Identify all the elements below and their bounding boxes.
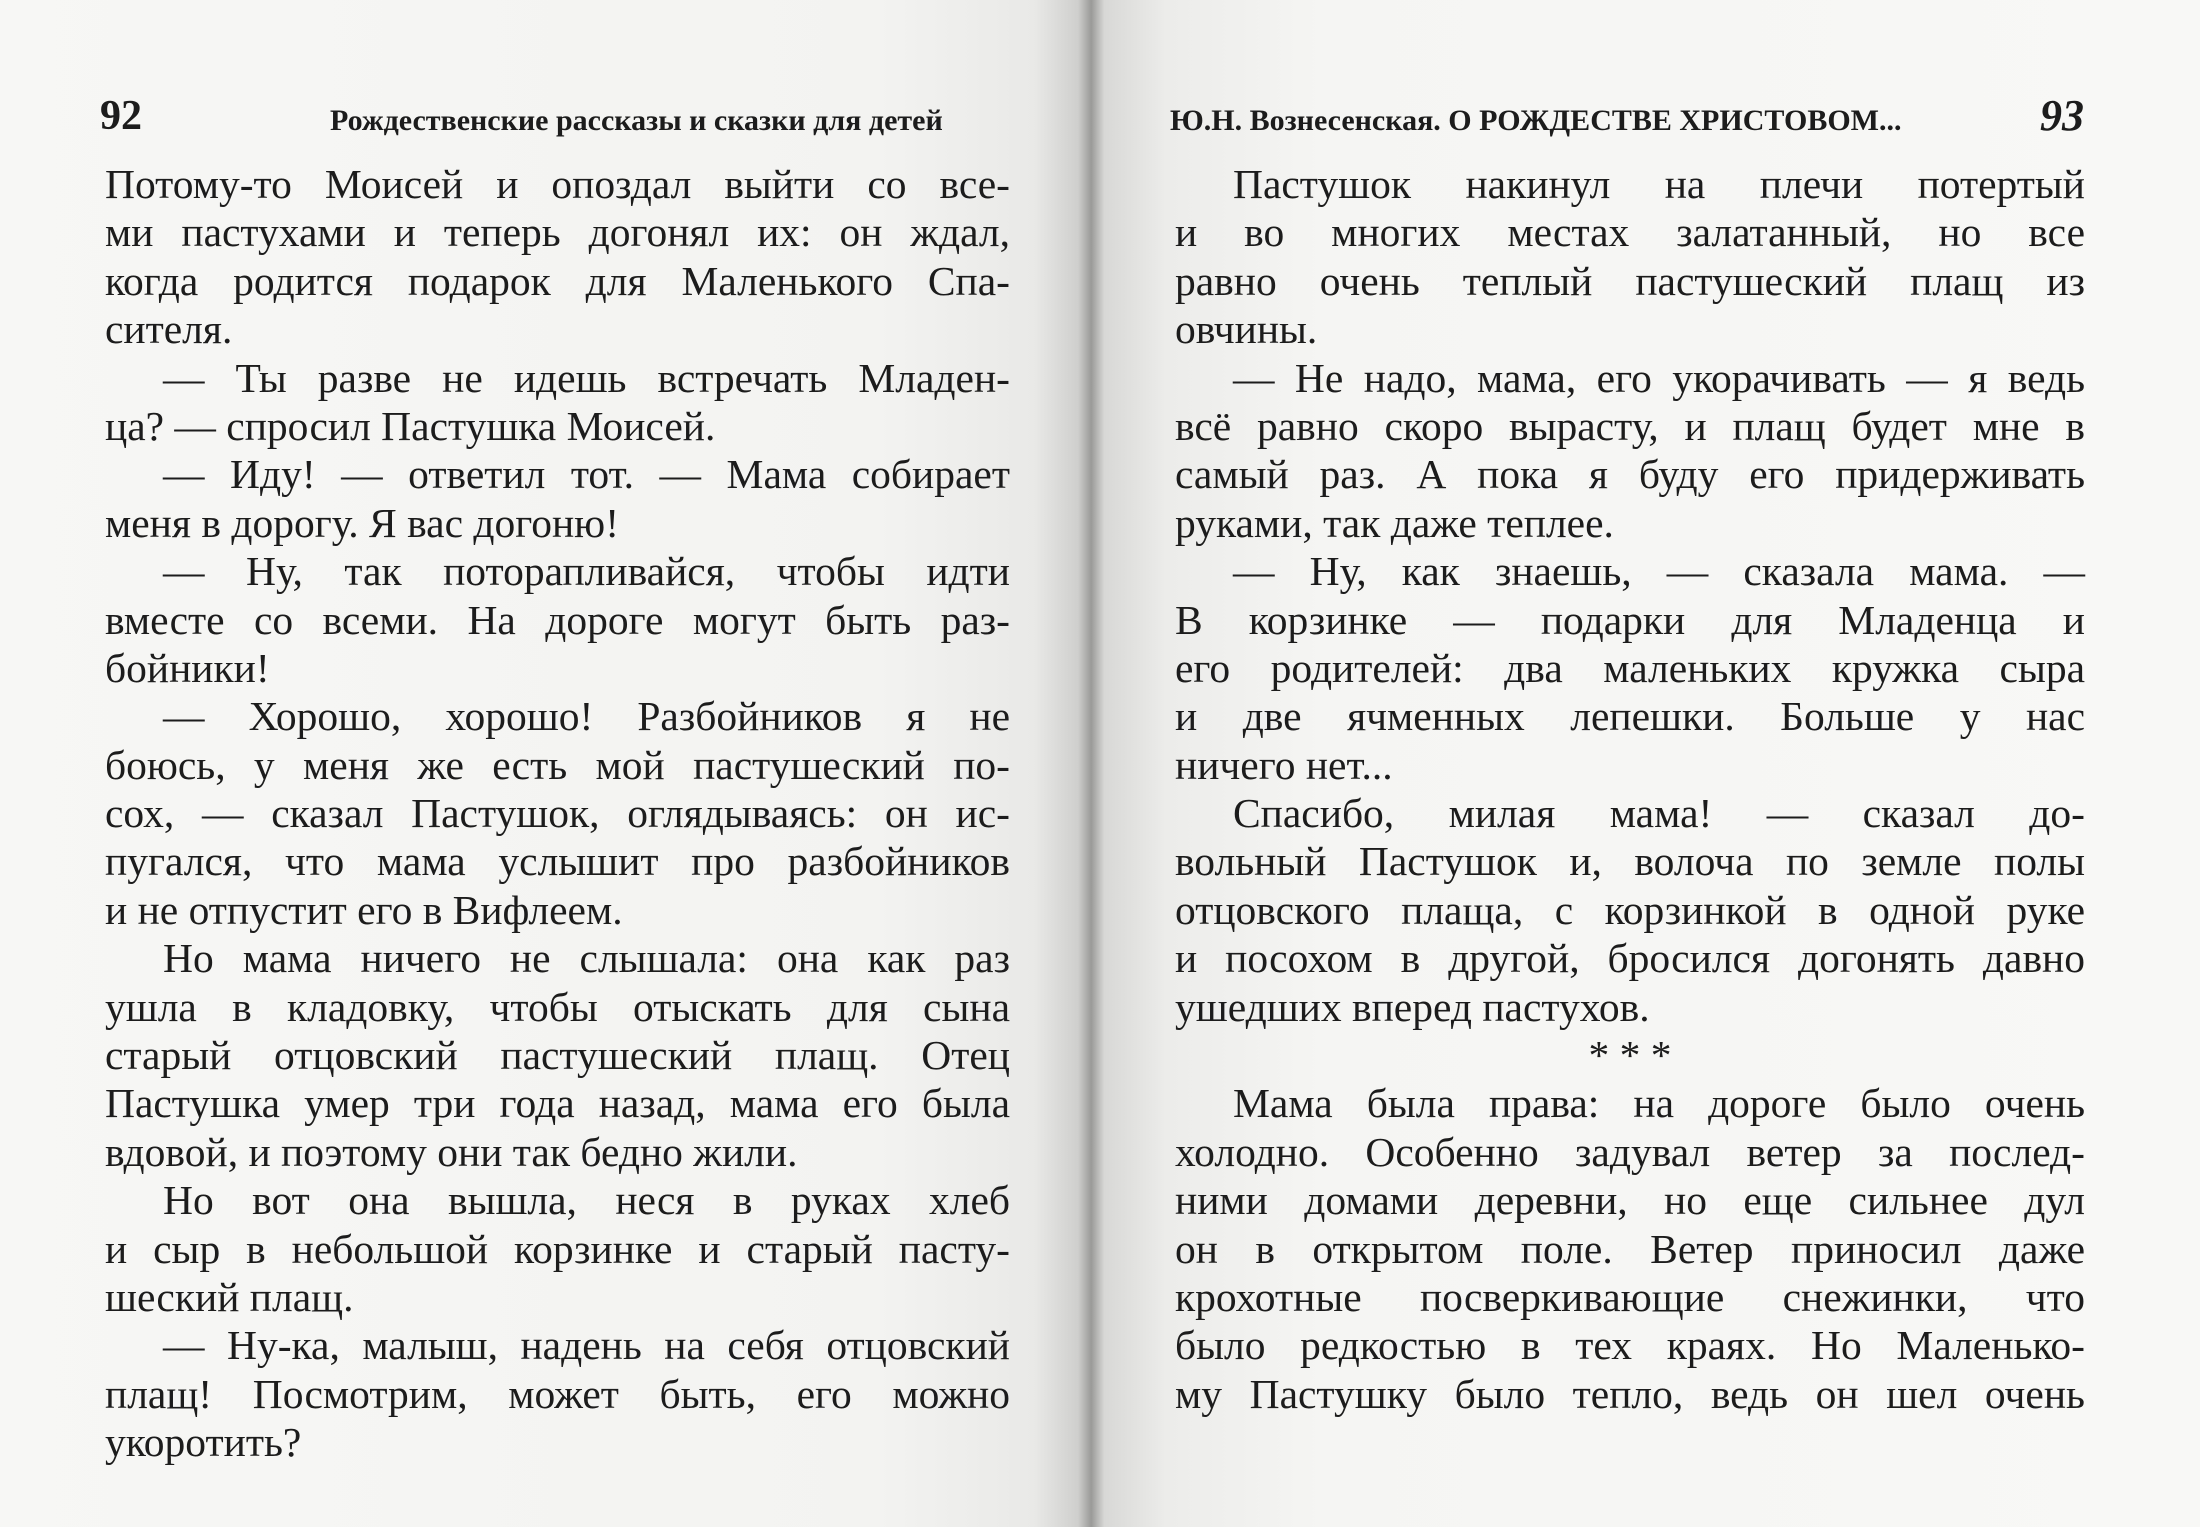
running-title: Ю.Н. Вознесенская. О РОЖДЕСТВЕ ХРИСТОВОМ... <box>1170 104 1902 137</box>
text-line: укоротить? <box>105 1419 302 1466</box>
section-divider: * * * <box>1588 1032 1672 1079</box>
text-line: ними домами деревни, но еще сильнее дул <box>1175 1177 2085 1224</box>
text-line: меня в дорогу. Я вас догоню! <box>105 499 620 546</box>
text-line: вдовой, и поэтому они так бедно жили. <box>105 1128 798 1175</box>
page-text <box>105 160 1010 1467</box>
text-line: — Не надо, мама, его укорачивать — я ведь <box>1233 354 2085 401</box>
text-line: и две ячменных лепешки. Больше у нас <box>1175 693 2085 740</box>
text-line: — Ну, как знаешь, — сказала мама. — <box>1233 548 2085 595</box>
text-line: бойники! <box>105 644 270 691</box>
text-line: ничего нет... <box>1175 741 1393 788</box>
text-line: всё равно скоро вырасту, и плащ будет мне в <box>1175 402 2085 449</box>
text-line: пугался, что мама услышит про разбойников <box>105 838 1010 885</box>
page-text <box>1175 160 2085 1418</box>
text-line: Спасибо, милая мама! — сказал до- <box>1233 790 2085 837</box>
running-title: Рождественские рассказы и сказки для детей <box>330 104 943 137</box>
text-line: равно очень теплый пастушеский плащ из <box>1175 257 2085 304</box>
text-line: плащ! Посмотрим, может быть, его можно <box>105 1370 1010 1417</box>
text-line: старый отцовский пастушеский плащ. Отец <box>105 1032 1010 1079</box>
text-line: и посохом в другой, бросился догонять давно <box>1175 935 2085 982</box>
text-line: вместе со всеми. На дороге могут быть раз- <box>105 596 1010 643</box>
text-line: В корзинке — подарки для Младенца и <box>1175 596 2085 643</box>
text-line: было редкостью в тех краях. Но Маленько- <box>1175 1322 2085 1369</box>
text-line: он в открытом поле. Ветер приносил даже <box>1175 1225 2085 1272</box>
text-line: ушла в кладовку, чтобы отыскать для сына <box>105 983 1010 1030</box>
text-line: ми пастухами и теперь догонял их: он ждал, <box>105 209 1010 256</box>
text-line: сох, — сказал Пастушок, оглядываясь: он ис- <box>105 790 1010 837</box>
text-line: ца? — спросил Пастушка Моисей. <box>105 402 716 449</box>
text-line: холодно. Особенно задувал ветер за послед- <box>1175 1128 2085 1175</box>
right-page <box>1090 0 2200 1527</box>
page-number: 92 <box>100 93 142 139</box>
text-line: когда родится подарок для Маленького Спа- <box>105 257 1010 304</box>
text-line: Мама была права: на дороге было очень <box>1233 1080 2085 1127</box>
text-line: Пастушка умер три года назад, мама его была <box>105 1080 1010 1127</box>
text-line: овчины. <box>1175 306 1318 353</box>
text-line: ушедших вперед пастухов. <box>1175 983 1650 1030</box>
text-line: шеский плащ. <box>105 1273 354 1320</box>
text-line: руками, так даже теплее. <box>1175 499 1614 546</box>
text-line: и во многих местах залатанный, но все <box>1175 209 2085 256</box>
text-line: крохотные посверкивающие снежинки, что <box>1175 1273 2085 1320</box>
text-line: му Пастушку было тепло, ведь он шел очень <box>1175 1370 2085 1417</box>
text-line: Пастушок накинул на плечи потертый <box>1233 161 2085 207</box>
text-line: — Хорошо, хорошо! Разбойников я не <box>163 693 1010 740</box>
text-line: Потому-то Моисей и опоздал выйти со все- <box>105 161 1010 207</box>
text-line: — Ты разве не идешь встречать Младен- <box>163 354 1010 401</box>
page-number: 93 <box>2040 91 2084 140</box>
text-line: вольный Пастушок и, волоча по земле полы <box>1175 838 2085 885</box>
text-line: Но мама ничего не слышала: она как раз <box>163 935 1010 982</box>
text-line: — Иду! — ответил тот. — Мама собирает <box>163 451 1010 498</box>
text-line: Но вот она вышла, неся в руках хлеб <box>163 1177 1010 1224</box>
text-line: его родителей: два маленьких кружка сыра <box>1175 644 2085 691</box>
text-line: самый раз. А пока я буду его придерживать <box>1175 451 2085 498</box>
left-page <box>0 0 1080 1527</box>
text-line: — Ну, так поторапливайся, чтобы идти <box>163 548 1010 595</box>
text-line: и не отпустит его в Вифлеем. <box>105 886 623 933</box>
text-line: боюсь, у меня же есть мой пастушеский по- <box>105 741 1010 788</box>
text-line: сителя. <box>105 306 233 353</box>
text-line: отцовского плаща, с корзинкой в одной руке <box>1175 886 2085 933</box>
text-line: и сыр в небольшой корзинке и старый пасту- <box>105 1225 1010 1272</box>
text-line: — Ну-ка, малыш, надень на себя отцовский <box>163 1322 1010 1369</box>
